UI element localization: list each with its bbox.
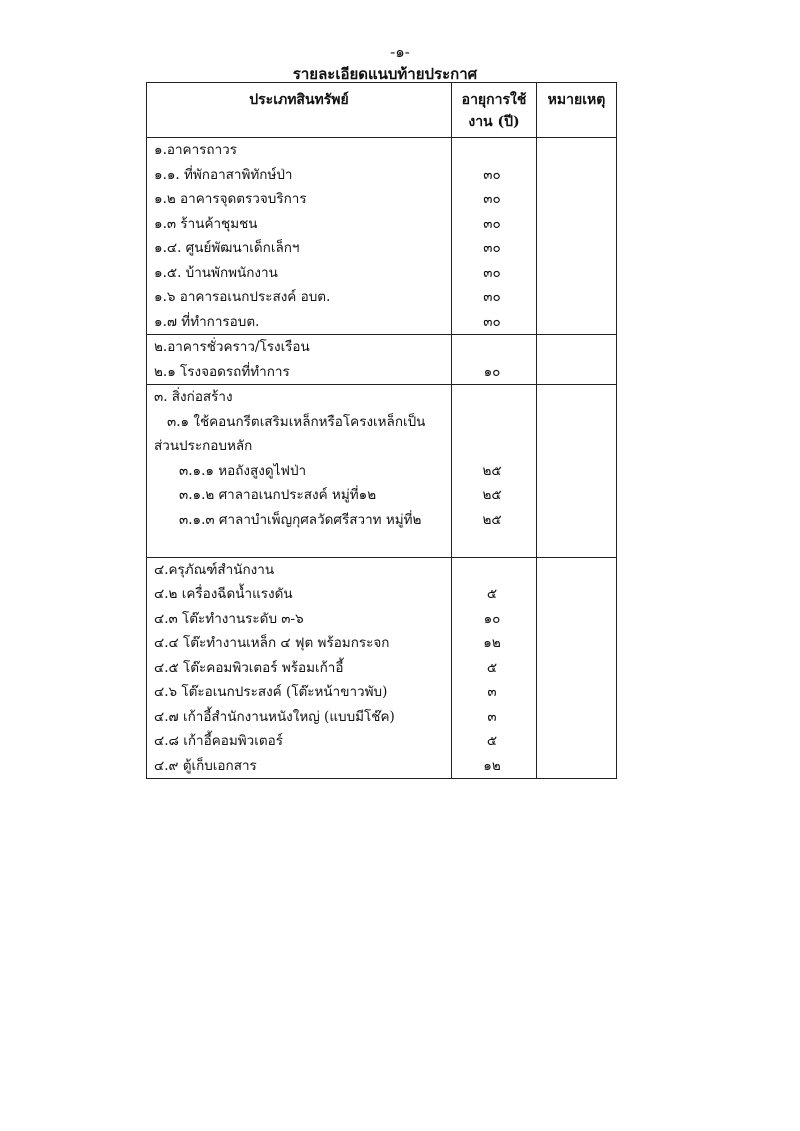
blank-line bbox=[452, 335, 536, 360]
table-header bbox=[147, 83, 617, 138]
header-asset-type: ประเภทสินทรัพย์ bbox=[147, 83, 452, 138]
row-label: ๑.๔. ศูนย์พัฒนาเด็กเล็กฯ bbox=[154, 240, 300, 256]
row-label: ๔.๔ โต๊ะทำงานเหล็ก ๔ ฟุต พร้อมกระจก bbox=[154, 635, 390, 651]
row-life: ๒๕ bbox=[482, 487, 502, 503]
row-label: ๑.๗ ที่ทำการอบต. bbox=[154, 313, 260, 330]
group4-remarks-cell bbox=[537, 557, 617, 779]
row-life: ๒๕ bbox=[482, 462, 502, 479]
table-row bbox=[147, 385, 617, 558]
header-useful-life bbox=[452, 83, 537, 138]
row-life: ๑๐ bbox=[483, 363, 501, 380]
group2-life-cell bbox=[452, 335, 537, 385]
table-row bbox=[147, 557, 617, 779]
row-label: ๑.๑. ที่พักอาสาพิทักษ์ป่า bbox=[154, 166, 293, 183]
row-label: ๔.๖ โต๊ะอเนกประสงค์ (โต๊ะหน้าขาวพับ) bbox=[154, 684, 388, 700]
group-structures bbox=[147, 385, 617, 558]
group2-desc-cell bbox=[147, 335, 452, 385]
header-useful-life-line1: อายุการใช้ bbox=[461, 92, 527, 108]
row-life: ๓๐ bbox=[483, 191, 501, 207]
group1-heading: ๑.อาคารถาวร bbox=[154, 142, 237, 158]
group3-subheading: ๓.๑ ใช้คอนกรีตเสริมเหล็กหรือโครงเหล็กเป็น bbox=[167, 413, 426, 430]
group3-subheading-cont: ส่วนประกอบหลัก bbox=[154, 438, 253, 454]
row-life: ๓๐ bbox=[483, 166, 501, 183]
group3-desc-cell bbox=[147, 385, 452, 558]
group1-remarks-cell bbox=[537, 138, 617, 335]
row-label: ๔.๓ โต๊ะทำงานระดับ ๓-๖ bbox=[154, 610, 304, 627]
row-label: ๔.๕ โต๊ะคอมพิวเตอร์ พร้อมเก้าอี้ bbox=[154, 659, 344, 676]
row-label: ๑.๒ อาคารจุดตรวจบริการ bbox=[154, 191, 307, 207]
row-label: ๓.๑.๓ ศาลาบำเพ็ญกุศลวัดศรีสวาท หมู่ที่๒ bbox=[179, 511, 422, 528]
row-label: ๑.๖ อาคารอเนกประสงค์ อบต. bbox=[154, 289, 331, 305]
row-label: ๔.๗ เก้าอี้สำนักงานหนังใหญ่ (แบบมีโช๊ค) bbox=[154, 708, 395, 725]
row-life: ๓๐ bbox=[483, 313, 501, 330]
row-life: ๑๐ bbox=[483, 610, 501, 627]
header-useful-life-line2: งาน (ปี) bbox=[468, 114, 520, 130]
group1-life-cell bbox=[452, 138, 537, 335]
blank-line bbox=[452, 138, 536, 163]
blank-line bbox=[452, 410, 536, 435]
row-label: ๒.๑ โรงจอดรถที่ทำการ bbox=[154, 363, 290, 380]
row-life: ๓ bbox=[487, 708, 497, 725]
group3-life-cell bbox=[452, 385, 537, 558]
header-remarks: หมายเหตุ bbox=[537, 83, 617, 138]
row-life: ๕ bbox=[486, 733, 498, 749]
row-label: ๔.๒ เครื่องฉีดน้ำแรงดัน bbox=[154, 586, 293, 602]
page-number: -๑- bbox=[390, 43, 410, 61]
group2-heading: ๒.อาคารชั่วคราว/โรงเรือน bbox=[154, 339, 310, 355]
blank-line bbox=[452, 558, 536, 583]
row-life: ๒๕ bbox=[482, 511, 502, 528]
row-life: ๕ bbox=[486, 586, 498, 602]
row-life: ๓๐ bbox=[483, 289, 501, 305]
group4-desc-cell bbox=[147, 557, 452, 779]
document-title: รายละเอียดแนบท้ายประกาศ bbox=[292, 65, 478, 83]
row-label: ๔.๙ ตู้เก็บเอกสาร bbox=[154, 757, 257, 774]
row-life: ๑๒ bbox=[483, 757, 501, 774]
group1-desc-cell bbox=[147, 138, 452, 335]
group-temporary-buildings bbox=[147, 335, 617, 385]
group3-heading: ๓. สิ่งก่อสร้าง bbox=[154, 389, 233, 405]
row-life: ๓๐ bbox=[483, 215, 501, 232]
row-label: ๓.๑.๑ หอถังสูงดูไฟป่า bbox=[179, 462, 307, 479]
row-life: ๑๒ bbox=[483, 635, 501, 651]
row-life: ๓๐ bbox=[483, 240, 501, 256]
blank-line bbox=[147, 532, 451, 557]
row-life: ๕ bbox=[486, 659, 498, 676]
group-permanent-buildings bbox=[147, 138, 617, 335]
table-row bbox=[147, 138, 617, 335]
row-label: ๑.๕. บ้านพักพนักงาน bbox=[154, 264, 278, 281]
blank-line bbox=[452, 532, 536, 557]
table-row bbox=[147, 335, 617, 385]
group4-heading: ๔.ครุภัณฑ์สำนักงาน bbox=[154, 561, 275, 578]
blank-line bbox=[452, 434, 536, 459]
row-label: ๔.๘ เก้าอี้คอมพิวเตอร์ bbox=[154, 733, 283, 749]
row-life: ๓๐ bbox=[483, 264, 501, 281]
header-row bbox=[147, 83, 617, 138]
group2-remarks-cell bbox=[537, 335, 617, 385]
group4-life-cell bbox=[452, 557, 537, 779]
row-label: ๓.๑.๒ ศาลาอเนกประสงค์ หมู่ที่๑๒ bbox=[179, 487, 377, 503]
blank-line bbox=[452, 385, 536, 410]
row-life: ๓ bbox=[487, 684, 497, 700]
row-label: ๑.๓ ร้านค้าชุมชน bbox=[154, 215, 258, 232]
asset-life-table bbox=[146, 82, 617, 779]
group3-remarks-cell bbox=[537, 385, 617, 558]
group-office-equipment bbox=[147, 557, 617, 779]
